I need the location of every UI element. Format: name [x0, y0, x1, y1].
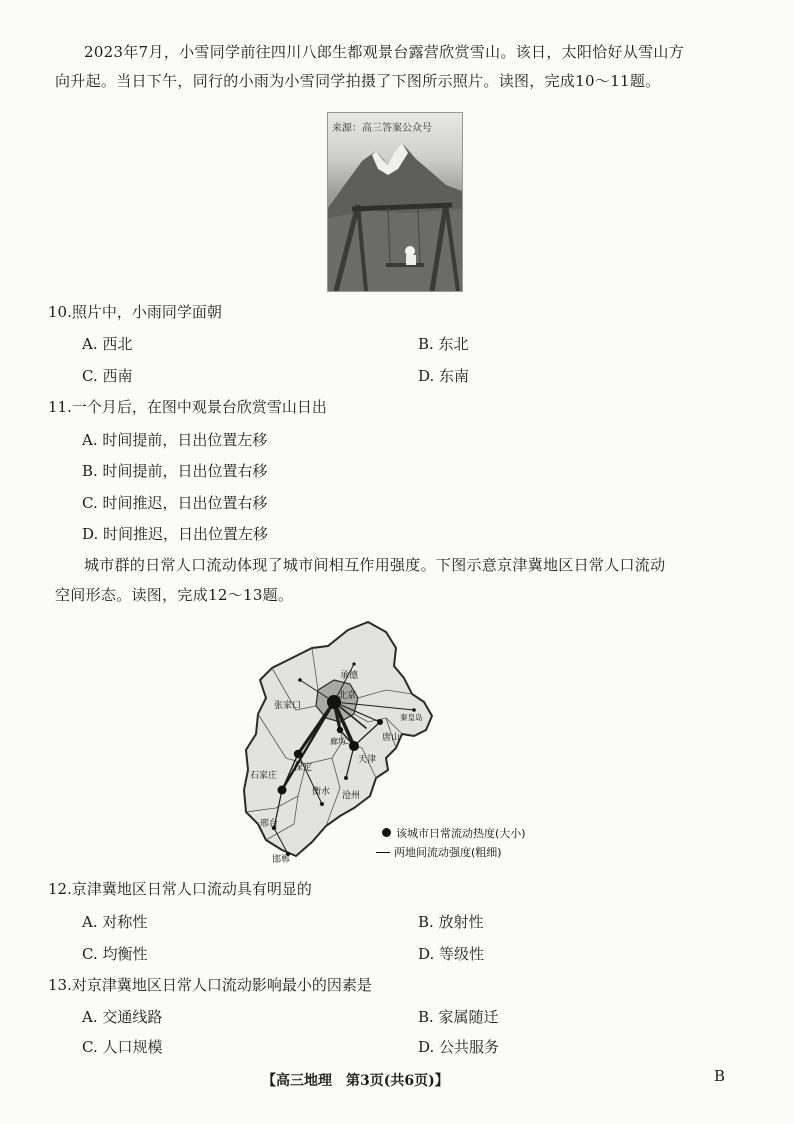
dot-chengde — [352, 662, 355, 665]
legend-dot-icon — [382, 828, 391, 837]
q12-option-b[interactable]: B. 放射性 — [418, 913, 484, 931]
q10-option-c[interactable]: C. 西南 — [82, 367, 133, 385]
q13-option-b[interactable]: B. 家属随迁 — [418, 1008, 499, 1026]
dot-qinhuangdao — [412, 708, 416, 712]
q11-option-b[interactable]: B. 时间提前，日出位置右移 — [82, 462, 268, 480]
dot-zhangjiakou — [298, 678, 302, 682]
label-xingtai: 邢台 — [260, 819, 279, 829]
question-12-stem: 12.京津冀地区日常人口流动具有明显的 — [48, 880, 312, 898]
q12-option-a[interactable]: A. 对称性 — [82, 913, 148, 931]
legend-dot-label: 该城市日常流动热度(大小) — [396, 827, 526, 840]
q11-option-d[interactable]: D. 时间推迟，日出位置左移 — [82, 525, 269, 543]
label-tangshan: 唐山 — [382, 733, 401, 743]
intro2-line-1: 城市群的日常人口流动体现了城市间相互作用强度。下图示意京津冀地区日常人口流动 — [84, 556, 666, 574]
q11-option-c[interactable]: C. 时间推迟，日出位置右移 — [82, 494, 268, 512]
q10-option-b[interactable]: B. 东北 — [418, 335, 469, 353]
intro-line-2: 向升起。当日下午，同行的小雨为小雪同学拍摄了下图所示照片。读图，完成10～11题。 — [55, 72, 661, 90]
q12-option-d[interactable]: D. 等级性 — [418, 945, 485, 963]
question-10-stem: 10.照片中，小雨同学面朝 — [48, 303, 222, 321]
label-baoding: 保定 — [294, 763, 313, 773]
label-tianjin: 天津 — [358, 755, 377, 765]
label-chengde: 承德 — [340, 671, 359, 681]
q10-option-d[interactable]: D. 东南 — [418, 367, 470, 385]
legend-line-row — [382, 844, 552, 860]
q13-option-c[interactable]: C. 人口规模 — [82, 1038, 163, 1056]
label-zhangjiakou: 张家口 — [274, 701, 302, 711]
page-footer: 【高三地理 第3页(共6页)】 — [262, 1073, 449, 1089]
dot-cangzhou — [344, 776, 348, 780]
label-handan: 邯郸 — [272, 855, 291, 865]
question-11-stem: 11.一个月后，在图中观景台欣赏雪山日出 — [48, 398, 327, 416]
q10-option-a[interactable]: A. 西北 — [82, 335, 133, 353]
label-beijing: 北京 — [338, 691, 357, 701]
dot-tianjin — [349, 741, 359, 751]
q12-option-c[interactable]: C. 均衡性 — [82, 945, 148, 963]
legend-line-icon — [376, 852, 390, 853]
label-langfang: 廊坊 — [330, 737, 346, 746]
q11-option-a[interactable]: A. 时间提前，日出位置左移 — [82, 431, 268, 449]
label-qinhuangdao: 秦皇岛 — [400, 713, 423, 722]
dot-baoding — [294, 750, 302, 758]
label-shijiazhuang: 石家庄 — [250, 771, 278, 781]
dot-hengshui — [320, 802, 324, 806]
q13-option-d[interactable]: D. 公共服务 — [418, 1038, 500, 1056]
photo-scene — [328, 113, 462, 291]
legend-line-label: 两地间流动强度(粗细) — [394, 846, 502, 859]
q13-option-a[interactable]: A. 交通线路 — [82, 1008, 163, 1026]
photo-watermark: 来源：高三答案公众号 — [332, 123, 432, 134]
dot-shijiazhuang — [278, 786, 287, 795]
dot-tangshan — [377, 719, 383, 725]
map-legend — [382, 825, 552, 865]
label-cangzhou: 沧州 — [342, 791, 361, 801]
snow-mountain-photo — [327, 112, 463, 292]
question-13-stem: 13.对京津冀地区日常人口流动影响最小的因素是 — [48, 976, 372, 994]
dot-langfang — [337, 727, 343, 733]
label-hengshui: 衡水 — [312, 787, 331, 797]
paper-version: B — [714, 1067, 726, 1085]
intro2-line-2: 空间形态。读图，完成12～13题。 — [55, 586, 294, 604]
legend-dot-row — [382, 825, 552, 841]
intro-line-1: 2023年7月，小雪同学前往四川八郎生都观景台露营欣赏雪山。该日，太阳恰好从雪山方 — [84, 43, 685, 61]
